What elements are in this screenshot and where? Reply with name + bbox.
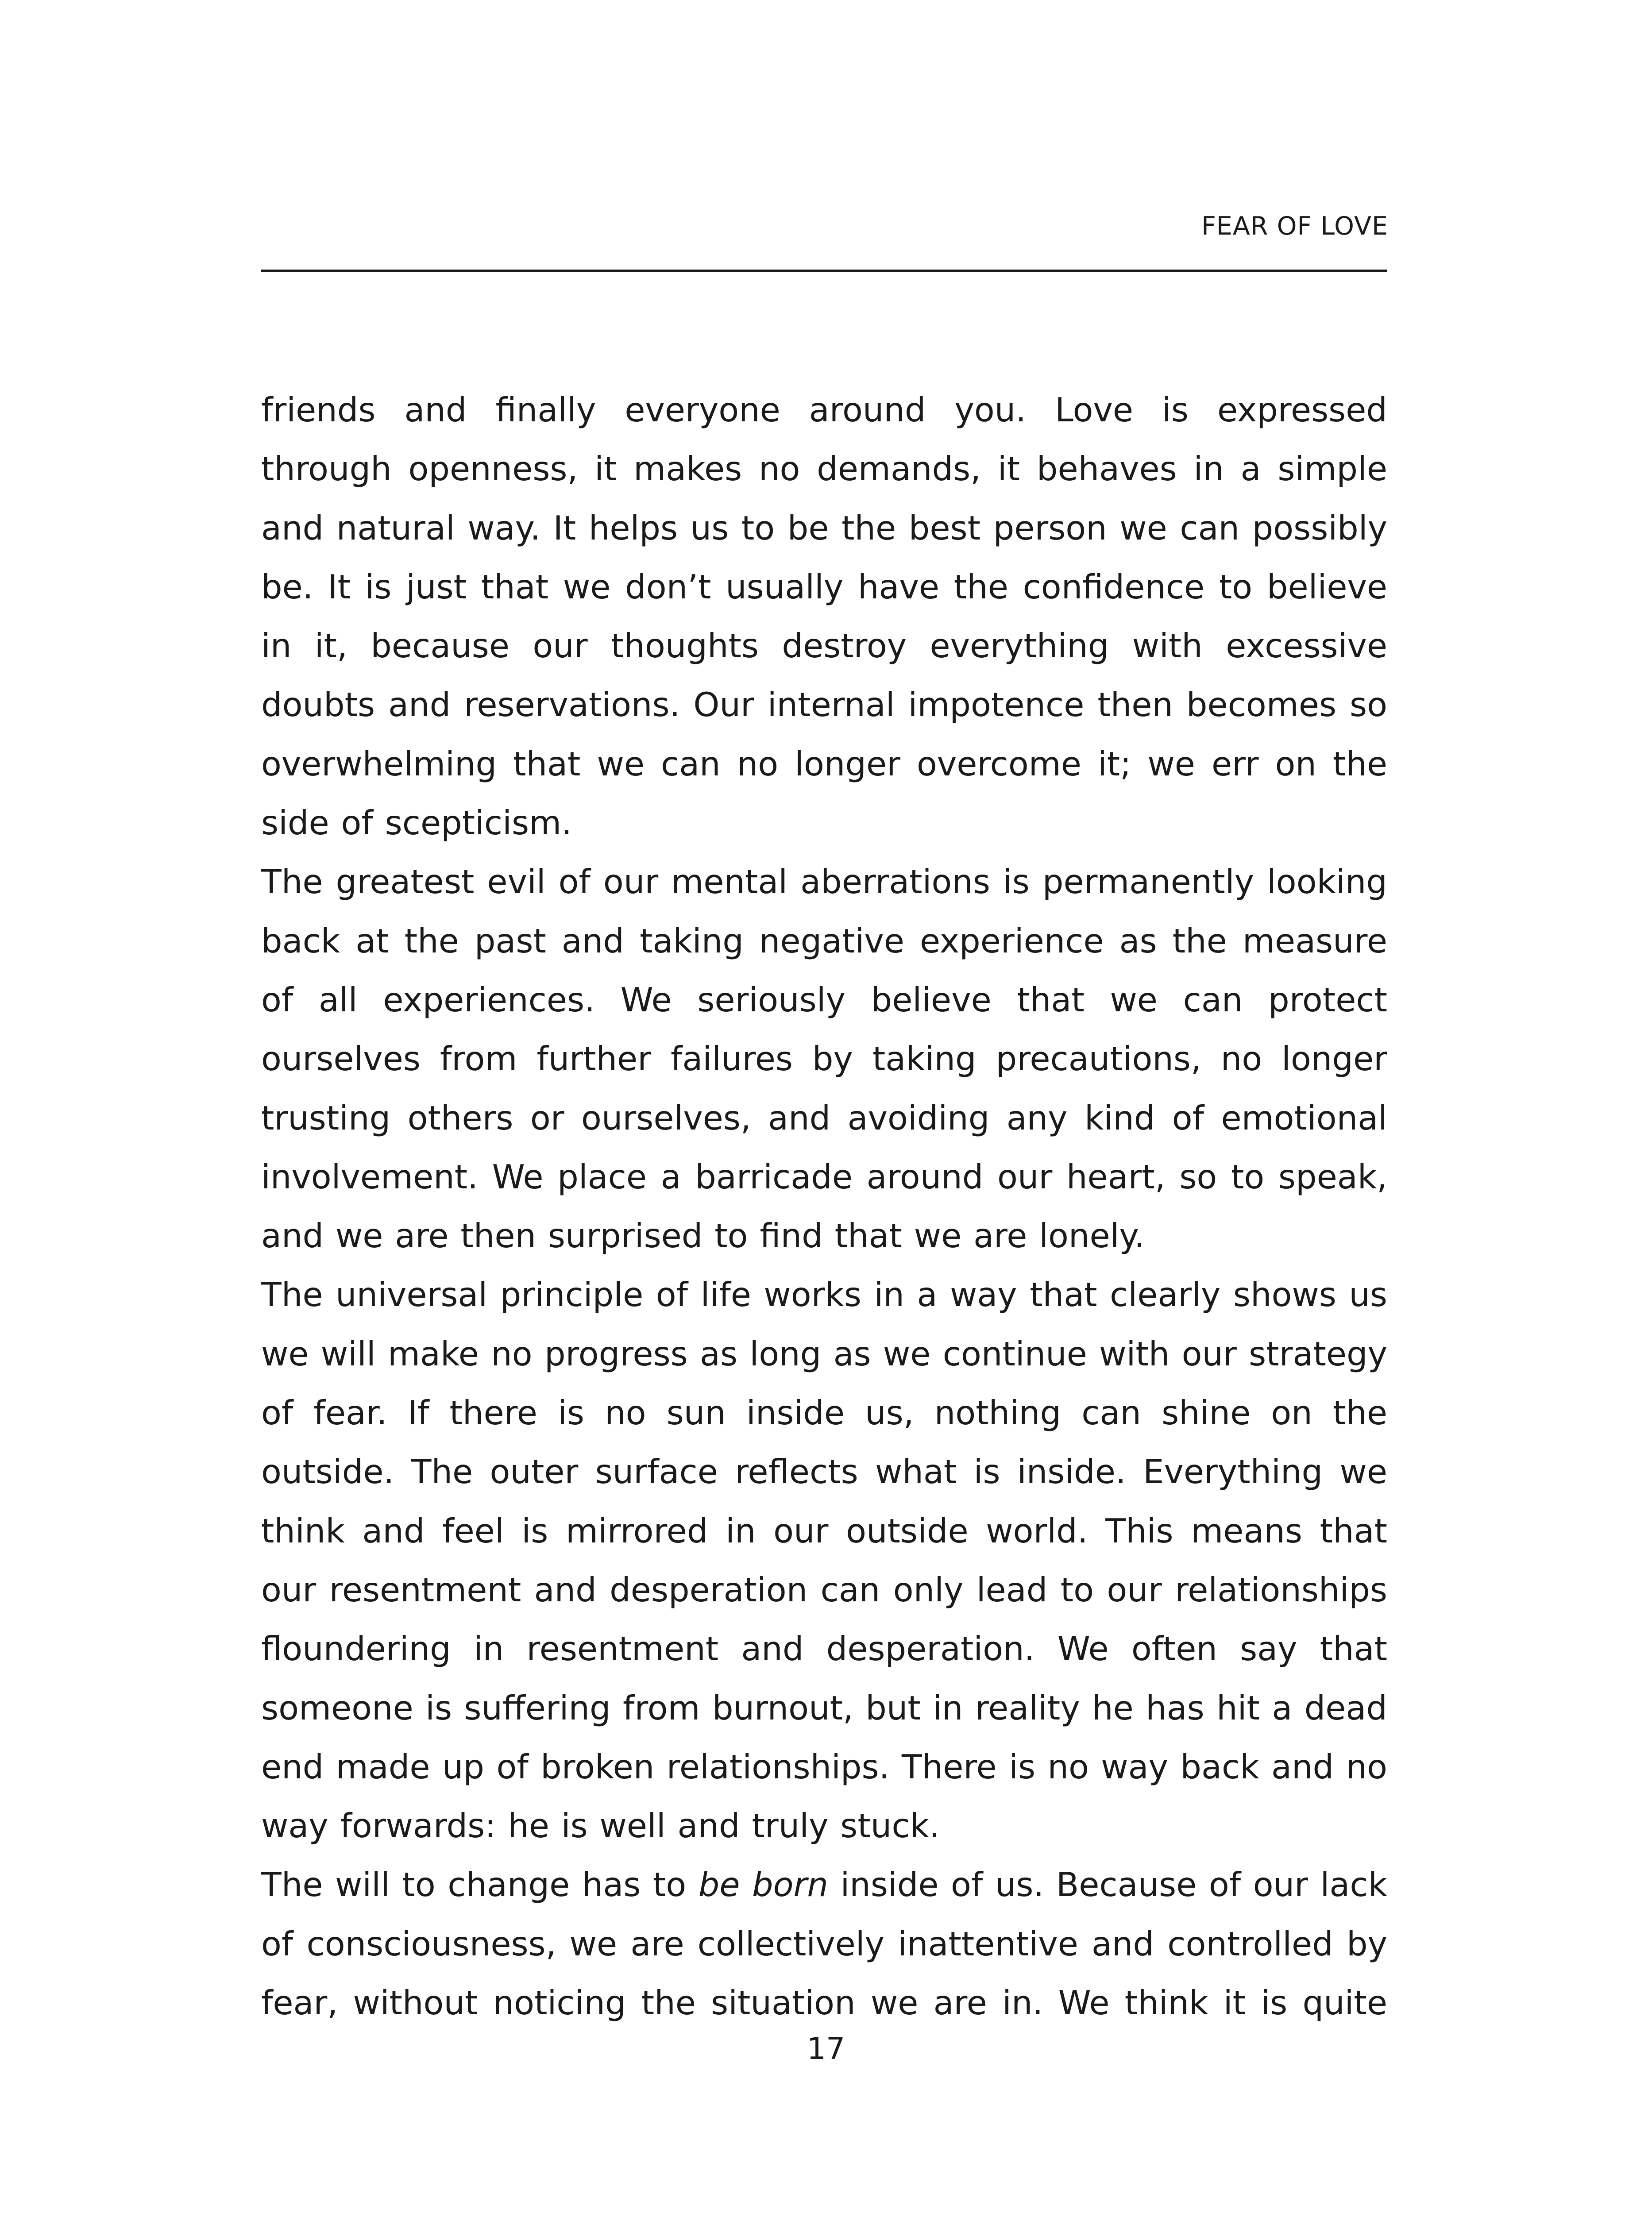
page-number: 17	[807, 2032, 845, 2066]
paragraph-text: The will to change has to	[261, 1865, 699, 1905]
paragraph: The greatest evil of our mental aberrations is permanently looking back at the past and taking negative experience as the measure of all experiences. We seriously believe that we can protect ourselves from further failures by taking precautions, no longer trusting others or ourselves, and avoiding any kind of emotional involvement. We place a barricade around our heart, so to speak, and we are then surprised to find that we are lonely.	[261, 862, 1387, 1256]
running-header-title: FEAR OF LOVE	[1201, 212, 1388, 241]
emphasized-text: be born	[698, 1865, 828, 1905]
paragraph: friends and finally everyone around you. Love is expressed through openness, it makes no demands, it behaves in a simple and natural way. It helps us to be the best person we can possibly be. It is just that we don’t usually have the confidence to believe in it, because our thoughts destroy everything with excessive doubts and reservations. Our internal impotence then becomes so overwhelming that we can no longer overcome it; we err on the side of scepticism.	[261, 390, 1387, 843]
paragraph	[261, 1855, 1387, 2032]
paragraph-text: inside of us. Because of our lack of consciousness, we are collectively inattentive and controlled by fear, without noticing the situation we are in. We think it is quite	[261, 1865, 1387, 2023]
header-rule	[261, 270, 1387, 272]
paragraph: The universal principle of life works in a way that clearly shows us we will make no progress as long as we continue with our strategy of fear. If there is no sun inside us, nothing can shine on the outside. The outer surface reflects what is inside. Everything we think and feel is mirrored in our outside world. This means that our resentment and desperation can only lead to our relationships floundering in resentment and desperation. We often say that someone is suffering from burnout, but in reality he has hit a dead end made up of broken relationships. There is no way back and no way forwards: he is well and truly stuck.	[261, 1275, 1387, 1846]
body-text	[261, 381, 1387, 2032]
